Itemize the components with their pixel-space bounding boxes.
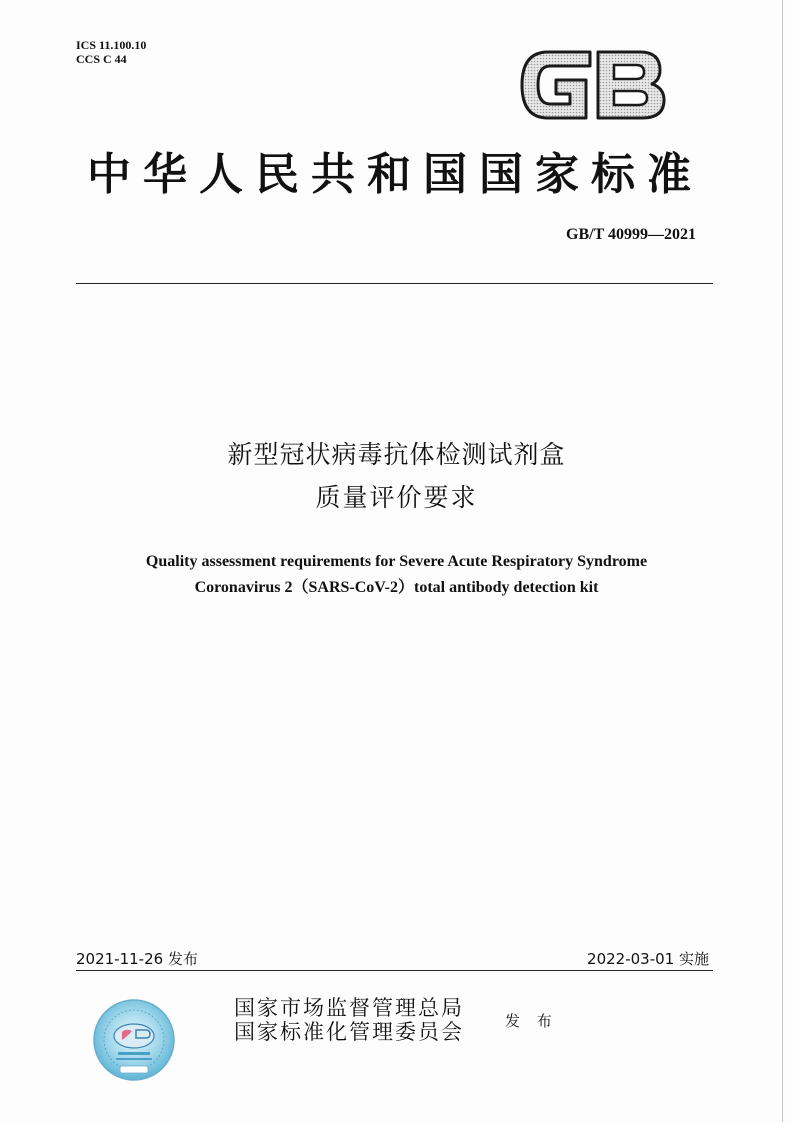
english-title-line-1: Quality assessment requirements for Severe Acute Respiratory Syndrome: [145, 553, 648, 570]
top-divider: [76, 283, 713, 284]
ics-code: ICS 11.100.10: [76, 38, 147, 52]
english-title-line-2: Coronavirus 2（SARS-CoV-2）total antibody detection kit: [194, 579, 599, 596]
publish-label: 发 布: [505, 1012, 558, 1030]
issuer-samr: 国家市场监督管理总局: [234, 996, 464, 1020]
national-standard-heading: 中华人民共和国国家标准: [87, 149, 703, 200]
standard-number: GB/T 40999—2021: [566, 226, 696, 243]
anti-counterfeit-seal-icon: [92, 998, 176, 1082]
issuer-sac: 国家标准化管理委员会: [234, 1020, 464, 1044]
chinese-title-line-2: 质量评价要求: [315, 483, 478, 512]
issue-date: 2021-11-26 发布: [76, 950, 198, 968]
classification-codes: [76, 38, 146, 66]
chinese-title-line-1: 新型冠状病毒抗体检测试剂盒: [227, 440, 566, 469]
issuing-authorities: [234, 996, 464, 1044]
implementation-date: 2022-03-01 实施: [587, 950, 709, 968]
bottom-divider: [76, 970, 713, 971]
ccs-code: CCS C 44: [76, 52, 127, 66]
gb-standard-logo-icon: [512, 42, 672, 128]
